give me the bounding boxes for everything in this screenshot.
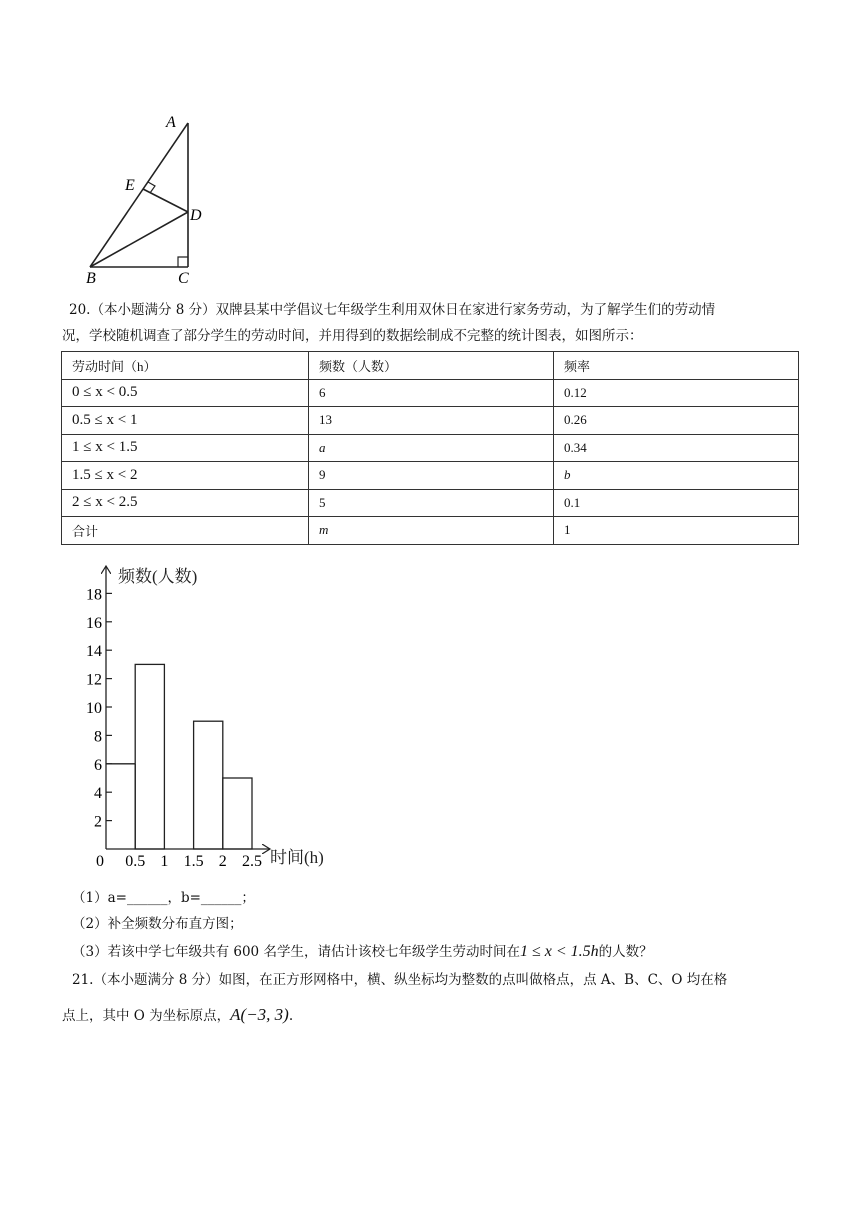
x-tick-label: 1.5	[183, 853, 204, 870]
q21-line1: 21.（本小题满分 8 分）如图，在正方形网格中，横、纵坐标均为整数的点叫做格点，点 A、B、C、O 均在格	[72, 972, 728, 988]
table-header-row	[62, 352, 799, 380]
y-axis-label: 频数(人数)	[118, 567, 198, 586]
table-cell: 0.34	[554, 434, 799, 462]
header-cell: 劳动时间（h）	[62, 352, 309, 380]
table-row	[62, 379, 799, 407]
question-1-text: （1）a=______，b=______；	[72, 890, 255, 906]
table-cell: 13	[309, 407, 554, 435]
label-B: B	[86, 270, 96, 285]
histogram-chart	[80, 560, 350, 875]
x-tick-label: 1	[160, 853, 169, 870]
frequency-table	[61, 351, 799, 545]
table-cell: 5	[309, 489, 554, 517]
y-tick-label: 18	[86, 586, 102, 604]
x-tick-label: 2	[218, 853, 227, 870]
table-row	[62, 434, 799, 462]
table-cell: 合计	[62, 517, 309, 545]
label-E: E	[125, 177, 135, 194]
x-tick-label: 0.5	[125, 853, 146, 870]
table-row	[62, 462, 799, 490]
q21-coordinate: A(−3, 3)	[230, 1005, 289, 1024]
table-cell: 0.26	[554, 407, 799, 435]
histogram-bar	[223, 778, 252, 849]
y-tick-label: 14	[86, 643, 102, 661]
question-3-text-end: 的人数？	[598, 944, 653, 960]
y-tick-label: 6	[94, 756, 102, 774]
q21-line2	[62, 1005, 293, 1026]
label-A: A	[166, 114, 176, 131]
table-cell: m	[309, 517, 554, 545]
table-cell: 0 ≤ x < 0.5	[62, 379, 309, 407]
table-cell: 1	[554, 517, 799, 545]
question-3-text: （3）若该中学七年级共有 600 名学生，请估计该校七年级学生劳动时间在	[72, 944, 520, 960]
table-cell: 0.5 ≤ x < 1	[62, 407, 309, 435]
label-D: D	[190, 207, 202, 224]
histogram-bar	[194, 721, 223, 849]
table-cell: 2 ≤ x < 2.5	[62, 489, 309, 517]
table-row	[62, 489, 799, 517]
table-cell: a	[309, 434, 554, 462]
table-cell: 6	[309, 379, 554, 407]
x-axis-label: 时间(h)	[270, 848, 324, 867]
triangle-figure	[80, 105, 230, 285]
x-tick-label: 2.5	[242, 853, 262, 870]
y-tick-label: 8	[94, 728, 102, 746]
y-tick-label: 2	[94, 813, 102, 831]
y-tick-label: 12	[86, 671, 102, 689]
q21-period: .	[288, 1008, 294, 1024]
y-tick-label: 10	[86, 700, 102, 717]
question-1	[72, 888, 255, 908]
table-cell: 1 ≤ x < 1.5	[62, 434, 309, 462]
table-cell: 9	[309, 462, 554, 490]
q20-line2: 况，学校随机调查了部分学生的劳动时间，并用得到的数据绘制成不完整的统计图表，如图所示：	[62, 328, 643, 344]
table-cell: b	[554, 462, 799, 490]
question-3-math: 1 ≤ x < 1.5h	[519, 943, 599, 960]
q20-line1: 20.（本小题满分 8 分）双牌县某中学倡议七年级学生利用双休日在家进行家务劳动，为了解学生们的劳动情	[69, 302, 716, 318]
header-cell: 频率	[554, 352, 799, 380]
question-2: （2）补全频数分布直方图；	[72, 916, 243, 932]
table-cell: 0.1	[554, 489, 799, 517]
question-3	[72, 942, 653, 962]
label-C: C	[178, 270, 189, 285]
table-cell: 0.12	[554, 379, 799, 407]
table-row	[62, 517, 799, 545]
histogram-bar	[135, 664, 164, 849]
x-tick-label: 0	[96, 853, 104, 870]
y-tick-label: 4	[94, 785, 102, 803]
table-cell: 1.5 ≤ x < 2	[62, 462, 309, 490]
header-cell: 频数（人数）	[309, 352, 554, 380]
table-row	[62, 407, 799, 435]
y-tick-label: 16	[86, 614, 102, 632]
q21-line2-text: 点上，其中 O 为坐标原点，	[62, 1008, 231, 1024]
